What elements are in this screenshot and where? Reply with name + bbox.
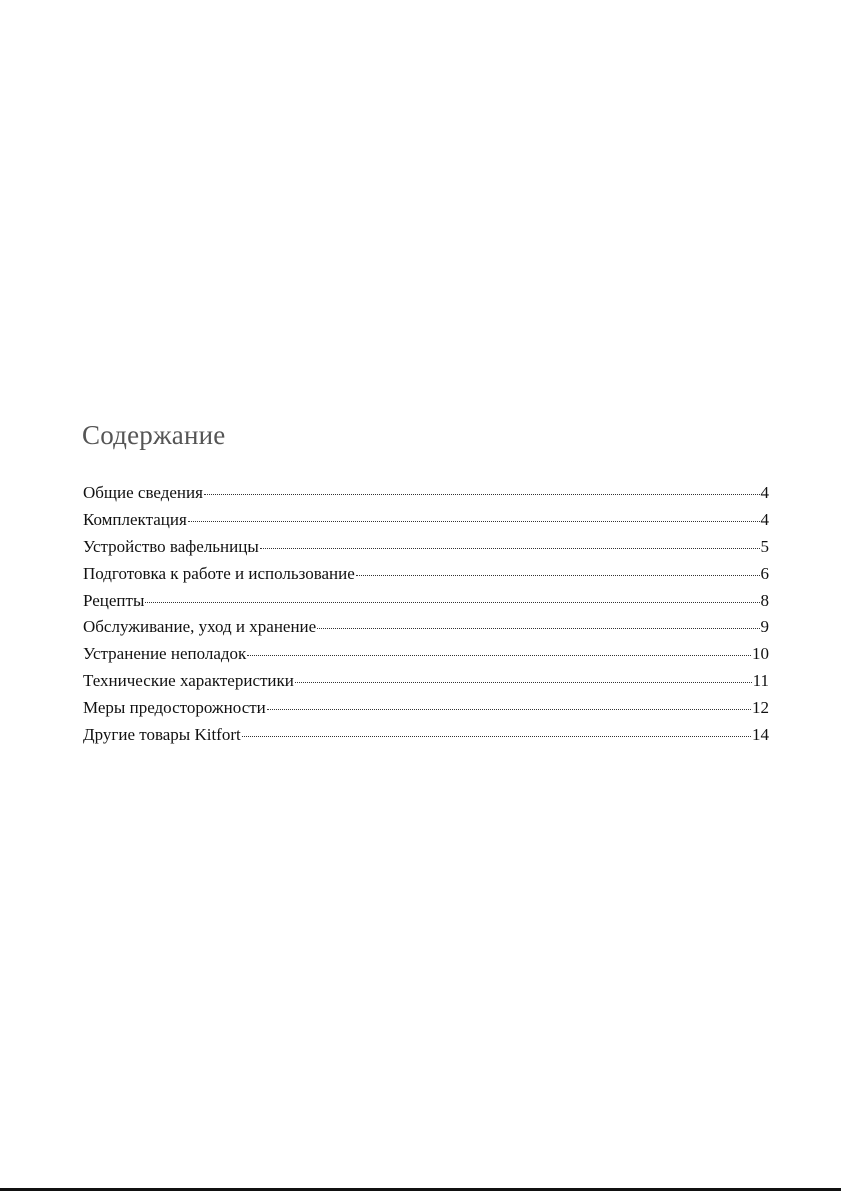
toc-entry[interactable] <box>83 668 769 695</box>
table-of-contents <box>83 480 769 749</box>
toc-entry-page: 4 <box>760 509 769 529</box>
toc-entry-label: Рецепты <box>83 590 145 610</box>
toc-entry[interactable] <box>83 695 769 722</box>
toc-entry-page: 6 <box>760 563 769 583</box>
dot-leader <box>204 494 760 495</box>
dot-leader <box>188 521 760 522</box>
dot-leader <box>260 548 760 549</box>
toc-entry-label: Меры предосторожности <box>83 698 266 718</box>
dot-leader <box>145 602 759 603</box>
toc-entry-page: 4 <box>760 483 769 502</box>
dot-leader <box>242 736 751 737</box>
toc-entry-label: Комплектация <box>83 509 187 529</box>
toc-entry-page: 14 <box>752 725 769 745</box>
toc-entry-page: 10 <box>752 644 769 664</box>
toc-entry[interactable] <box>83 641 769 668</box>
toc-entry[interactable] <box>83 480 769 507</box>
toc-entry[interactable] <box>83 588 769 615</box>
dot-leader <box>295 682 752 683</box>
toc-entry[interactable] <box>83 534 769 561</box>
toc-entry[interactable] <box>83 614 769 641</box>
toc-entry-label: Устранение неполадок <box>83 644 247 664</box>
toc-title: Содержание <box>82 420 226 450</box>
dot-leader <box>317 628 759 629</box>
dot-leader <box>356 575 760 576</box>
toc-entry-label: Другие товары Kitfort <box>83 725 241 745</box>
toc-entry-label: Технические характеристики <box>83 671 294 691</box>
toc-entry[interactable] <box>83 561 769 588</box>
toc-entry-page: 5 <box>760 536 769 556</box>
toc-entry-label: Устройство вафельницы <box>83 536 259 556</box>
toc-entry-page: 12 <box>752 698 769 718</box>
toc-entry-label: Обслуживание, уход и хранение <box>83 617 317 637</box>
toc-entry-page: 8 <box>760 590 769 610</box>
toc-entry[interactable] <box>83 722 769 749</box>
toc-entry-label: Подготовка к работе и использование <box>83 563 355 583</box>
toc-entry-page: 11 <box>752 671 769 691</box>
toc-entry-page: 9 <box>760 617 769 637</box>
toc-entry[interactable] <box>83 507 769 534</box>
toc-entry-label: Общие сведения <box>83 483 203 502</box>
dot-leader <box>267 709 751 710</box>
dot-leader <box>247 655 751 656</box>
